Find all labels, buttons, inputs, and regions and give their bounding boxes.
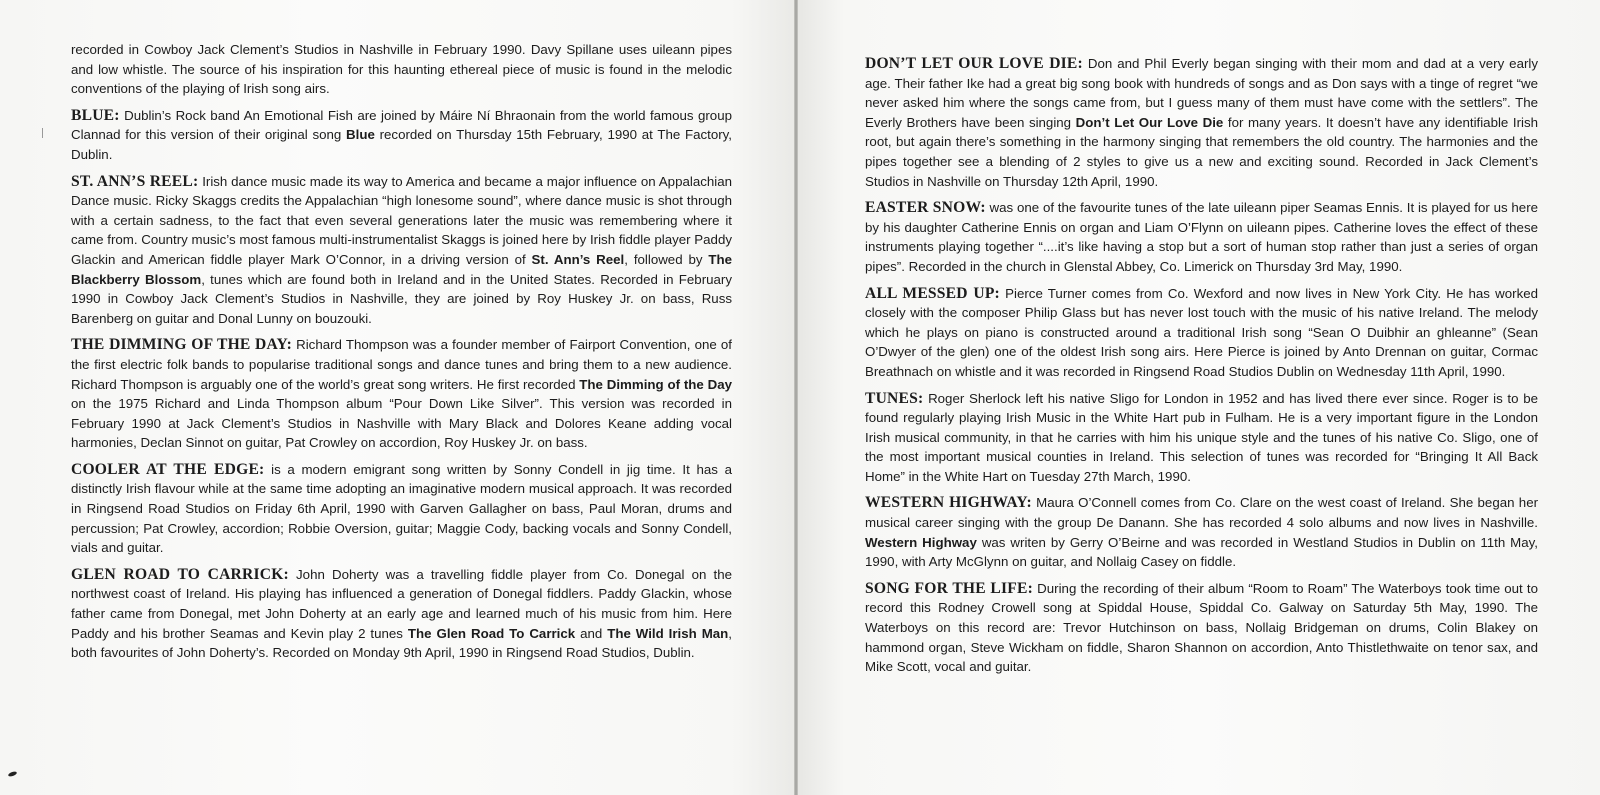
- track-title: THE DIMMING OF THE DAY:: [71, 336, 292, 354]
- track-title: TUNES:: [865, 389, 924, 407]
- note-text: Don and Phil Everly began singing with their mom and dad at a very early age. Their father Ike had a great big song book with hundreds of songs and as Don says with a tinge of regret “we never asked him where the songs came from, but I guess many of them must have come with the settlers”. The Everly Brothers have been singing: [865, 56, 1538, 130]
- track-title: ALL MESSED UP:: [865, 284, 1000, 302]
- liner-note-entry: [71, 172, 732, 329]
- note-text: Pierce Turner comes from Co. Wexford and now lives in New York City. He has worked closely with the composer Philip Glass but has never lost touch with the music of his native Ireland. The melody which he plays on piano is constructed around a traditional Irish song “Sean O Duibhir an ghleanne” (Sean O’Dwyer of the glen) one of the oldest Irish song airs. Here Pierce is joined by Anto Drennan on guitar, Cormac Breathnach on whistle and it was recorded in Ringsend Road Studios Dublin on Wednesday 11th April, 1990.: [865, 285, 1539, 379]
- track-title: GLEN ROAD TO CARRICK:: [71, 565, 289, 583]
- song-name: Western Highway: [865, 534, 977, 550]
- song-name: The Dimming of the Day: [579, 376, 732, 392]
- page-gutter: [794, 0, 798, 795]
- liner-note-entry: [71, 565, 732, 663]
- song-name: Blue: [346, 127, 375, 143]
- liner-note-entry: [865, 284, 1538, 382]
- song-name: The Wild Irish Man: [607, 625, 729, 641]
- liner-note-entry: [865, 493, 1538, 571]
- liner-note-entry: [71, 460, 732, 558]
- song-name: Don’t Let Our Love Die: [1075, 114, 1224, 130]
- note-text: recorded in Cowboy Jack Clement’s Studios in Nashville in February 1990. Davy Spillane uses uileann pipes and low whistle. The source of his inspiration for this haunting ethereal piece of music is found in the melodic conventions of the playing of Irish song airs.: [71, 42, 732, 97]
- liner-note-entry: [71, 106, 732, 165]
- liner-note-entry: [865, 198, 1538, 276]
- note-text: Maura O’Connell comes from Co. Clare on the west coast of Ireland. She began her musical career singing with the group De Danann. She has recorded 4 solo albums and now lives in Nashville.: [865, 495, 1539, 531]
- note-text: Dublin’s Rock band An Emotional Fish are joined by Máire Ní Bhraonain from the world famous group Clannad for this version of their original song: [71, 107, 732, 143]
- note-text: Richard Thompson was a founder member of Fairport Convention, one of the first electric folk bands to popularise traditional songs and dance tunes and bring them to a new audience. Richard Thompson is arguably one of the world’s great song writers. He first recorded: [71, 337, 732, 392]
- note-text: was one of the favourite tunes of the late uileann piper Seamas Ennis. It is played for us here by his daughter Catherine Ennis on organ and Liam O’Flynn on uileann pipes. Catherine loves the effect of these instruments playing together “....it’s like having a stop but a sort of human stop rather than just a series of organ pipes”. Recorded in the church in Glenstal Abbey, Co. Limerick on Thursday 3rd May, 1990.: [865, 200, 1539, 274]
- note-text: Irish dance music made its way to America and became a major influence on Appalachian Dance music. Ricky Skaggs credits the Appalachian “high lonesome sound”, where dance music is shot through with a certain sadness, to the fact that even several generations later the music was remembering where it came from. Country music’s most famous multi-instrumentalist Skaggs is joined here by Irish fiddle player Paddy Glackin and American fiddle player Mark O’Connor, in a driving version of: [71, 173, 732, 267]
- track-title: WESTERN HIGHWAY:: [865, 494, 1032, 512]
- left-page: [0, 0, 796, 795]
- track-title: SONG FOR THE LIFE:: [865, 579, 1034, 597]
- scan-speck: [42, 128, 43, 138]
- track-title: ST. ANN’S REEL:: [71, 172, 199, 190]
- note-text: was writen by Gerry O’Beirne and was recorded in Westland Studios in Dublin on 11th May, 1990, with Arty McGlynn on guitar, and Nollaig Casey on fiddle.: [865, 534, 1539, 570]
- liner-note-entry: [865, 389, 1538, 487]
- note-text: on the 1975 Richard and Linda Thompson album “Pour Down Like Silver”. This version was recorded in February 1990 at Jack Clement’s Studios in Nashville with Mary Black and Dolores Keane adding vocal harmonies, Declan Sinnot on guitar, Pat Crowley on accordion, Roy Huskey Jr. on bass.: [71, 396, 732, 451]
- liner-note-entry: [865, 579, 1538, 677]
- note-text: , followed by: [624, 251, 709, 267]
- note-text: During the recording of their album “Room to Roam” The Waterboys took time out to record this Rodney Crowell song at Spiddal House, Spiddal Co. Galway on Saturday 5th May, 1990. The Waterboys on this record are: Trevor Hutchinson on bass, Nollaig Bridgeman on drums, Colin Blakey on hammond organ, Steve Wickham on fiddle, Sharon Shannon on accordion, Anto Thistlethwaite on tenor sax, and Mike Scott, vocal and guitar.: [865, 580, 1538, 675]
- note-text: for many years. It doesn’t have any identifiable Irish root, but again there’s something in the harmony singing that remembers the old country. The harmonies and the pipes together see a blending of 2 styles to give us a new and exciting sound. Recorded in Jack Clement’s Studios in Nashville on Thursday 12th April, 1990.: [865, 114, 1539, 189]
- note-text: recorded on Thursday 15th February, 1990 at The Factory, Dublin.: [71, 127, 732, 162]
- song-name: St. Ann’s Reel: [531, 251, 625, 267]
- track-title: BLUE:: [71, 106, 120, 124]
- liner-note-entry: [71, 335, 732, 453]
- note-text: , tunes which are found both in Ireland and in the United States. Recorded in February 1990 in Cowboy Jack Clement’s Studios in Nashville, they are joined by Roy Huskey Jr. on bass, Russ Barenberg on guitar and Donal Lunny on bouzouki.: [71, 271, 732, 326]
- note-text: Roger Sherlock left his native Sligo for London in 1952 and has lived there ever since. Roger is to be found regularly playing Irish Music in the White Hart pub in Fulham. He is a very important figure in the London Irish musical community, in that he carries with him his unique style and the tunes of his native Co. Sligo, one of the most important musical counties in Ireland. This selection of tunes was recorded for “Bringing It All Back Home” in the White Hart on Tuesday 27th March, 1990.: [865, 390, 1538, 484]
- liner-note-entry: [71, 40, 732, 99]
- note-text: John Doherty was a travelling fiddle player from Co. Donegal on the northwest coast of Ireland. His playing has influenced a generation of Donegal fiddlers. Paddy Glackin, whose father came from Donegal, met John Doherty at an early age and learned much of his music from him. Here Paddy and his brother Seamas and Kevin play 2 tunes: [71, 566, 732, 641]
- note-text: and: [575, 625, 608, 641]
- note-text: , both favourites of John Doherty’s. Recorded on Monday 9th April, 1990 in Ringsend Road Studios, Dublin.: [71, 625, 732, 661]
- track-title: EASTER SNOW:: [865, 199, 986, 217]
- song-name: The Blackberry Blossom: [71, 251, 732, 287]
- track-title: COOLER AT THE EDGE:: [71, 460, 265, 478]
- note-text: is a modern emigrant song written by Sonny Condell in jig time. It has a distinctly Irish flavour while at the same time adopting an imaginative modern musical approach. It was recorded in Ringsend Road Studios on Friday 6th April, 1990 with Garven Gallagher on bass, Paul Moran, drums and percussion; Pat Crowley, accordion; Robbie Oversion, guitar; Maggie Cody, backing vocals and Sonny Condell, vials and guitar.: [71, 461, 732, 556]
- liner-note-entry: [865, 54, 1538, 191]
- right-page: [796, 0, 1600, 795]
- track-title: DON’T LET OUR LOVE DIE:: [865, 55, 1083, 72]
- song-name: The Glen Road To Carrick: [407, 625, 576, 641]
